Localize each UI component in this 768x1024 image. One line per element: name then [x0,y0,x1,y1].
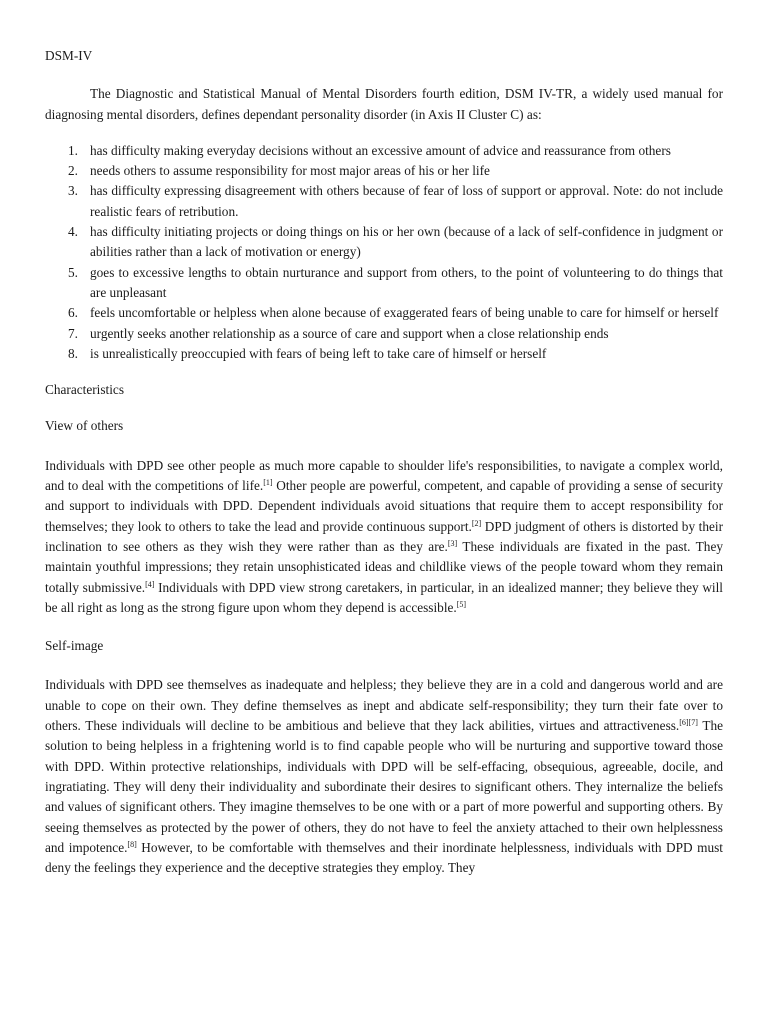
list-number: 4. [68,224,78,240]
list-number: 2. [68,163,78,179]
list-item-text: goes to excessive lengths to obtain nurturance and support from others, to the point of volunteering to do things that are unpleasant [90,264,723,300]
list-item [68,161,723,181]
citation-ref[interactable]: [6][7] [679,718,698,728]
list-item-text: needs others to assume responsibility for most major areas of his or her life [90,163,490,179]
document-content [45,46,723,878]
list-item [68,324,723,344]
section-title: DSM-IV [45,48,93,63]
criteria-list [45,141,723,364]
paragraph-text: The solution to being helpless in a frightening world is to find capable people who will be nurturing and supportive toward those with DPD. Within protective relationships, individuals with DPD will be self-effacing, obsequious, agreeable, docile, and ingratiating. They will deny their individuality and subordinate their desires to significant others. They internalize the beliefs and values of significant others. They imagine themselves to be one with or a part of more powerful and supporting others. By seeing themselves as protected by the power of others, they do not have to feel the anxiety attached to their own helplessness and impotence. [45,718,724,855]
list-item-text: has difficulty making everyday decisions without an excessive amount of advice and reassurance from others [90,142,671,158]
paragraph-text: DPD judgment of others is distorted by their inclination to see others as they wish they were rather than as they are. [45,518,723,554]
characteristics-heading: Characteristics [45,382,125,398]
list-number: 6. [68,305,78,321]
list-item [68,222,723,263]
list-item-text: urgently seeks another relationship as a source of care and support when a close relationship ends [90,325,609,341]
paragraph-text: Individuals with DPD view strong caretakers, in particular, in an idealized manner; they believe they will be all right as long as the strong figure upon whom they depend is accessible. [45,579,724,615]
list-item [68,181,723,222]
self-image-paragraph [45,675,723,878]
list-number: 1. [68,142,78,158]
list-number: 5. [68,264,78,280]
list-item-text: has difficulty expressing disagreement with others because of fear of loss of support or approval. Note: do not include realistic fears of retribution. [90,183,723,219]
list-item-text: has difficulty initiating projects or doing things on his or her own (because of a lack of self-confidence in judgment or abilities rather than a lack of motivation or energy) [90,224,723,260]
list-item [68,344,723,364]
paragraph-text: Individuals with DPD see themselves as inadequate and helpless; they believe they are in a cold and dangerous world and are unable to cope on their own. They define themselves as inept and abdicate self-responsibility; they turn their fate over to others. These individuals will decline to be ambitious and believe that they lack abilities, virtues and attractiveness. [45,677,723,734]
paragraph-text: Individuals with DPD see other people as much more capable to shoulder life's responsibilities, to navigate a complex world, and to deal with the competitions of life. [45,457,723,494]
self-image-heading: Self-image [45,638,104,654]
citation-ref[interactable]: [4] [145,579,155,589]
paragraph-text: However, to be comfortable with themselves and their inordinate helplessness, individuals with DPD must deny the feelings they experience and the deceptive strategies they employ. They [45,839,723,876]
list-number: 3. [68,183,78,199]
list-item [68,141,723,161]
intro-paragraph: The Diagnostic and Statistical Manual of Mental Disorders fourth edition, DSM IV-TR, a widely used manual for diagnosing mental disorders, defines dependant personality disorder (in Axis II Cluster C) as: [45,86,723,122]
list-item-text: is unrealistically preoccupied with fears of being left to take care of himself or herself [90,345,547,361]
citation-ref[interactable]: [2] [471,518,482,528]
list-item [68,303,723,323]
paragraph-text: Other people are powerful, competent, and capable of providing a sense of security and support to individuals with DPD. Dependent individuals avoid situations that require them to accept responsibility for themselves; they look to others to take the lead and provide continuous support. [45,478,723,534]
list-number: 7. [68,325,78,341]
list-item-text: feels uncomfortable or helpless when alone because of exaggerated fears of being unable to care for himself or herself [90,305,719,321]
citation-ref[interactable]: [8] [127,839,137,849]
citation-ref[interactable]: [1] [263,478,273,488]
view-of-others-heading: View of others [45,418,124,434]
view-of-others-paragraph [45,456,723,618]
citation-ref[interactable]: [3] [447,538,458,548]
list-number: 8. [68,345,78,361]
paragraph-text: These individuals are fixated in the past. They maintain youthful impressions; they retain unsophisticated ideas and childlike views of the people toward whom they remain totally submissive. [45,538,723,595]
citation-ref[interactable]: [5] [456,599,467,609]
list-item [68,263,723,304]
